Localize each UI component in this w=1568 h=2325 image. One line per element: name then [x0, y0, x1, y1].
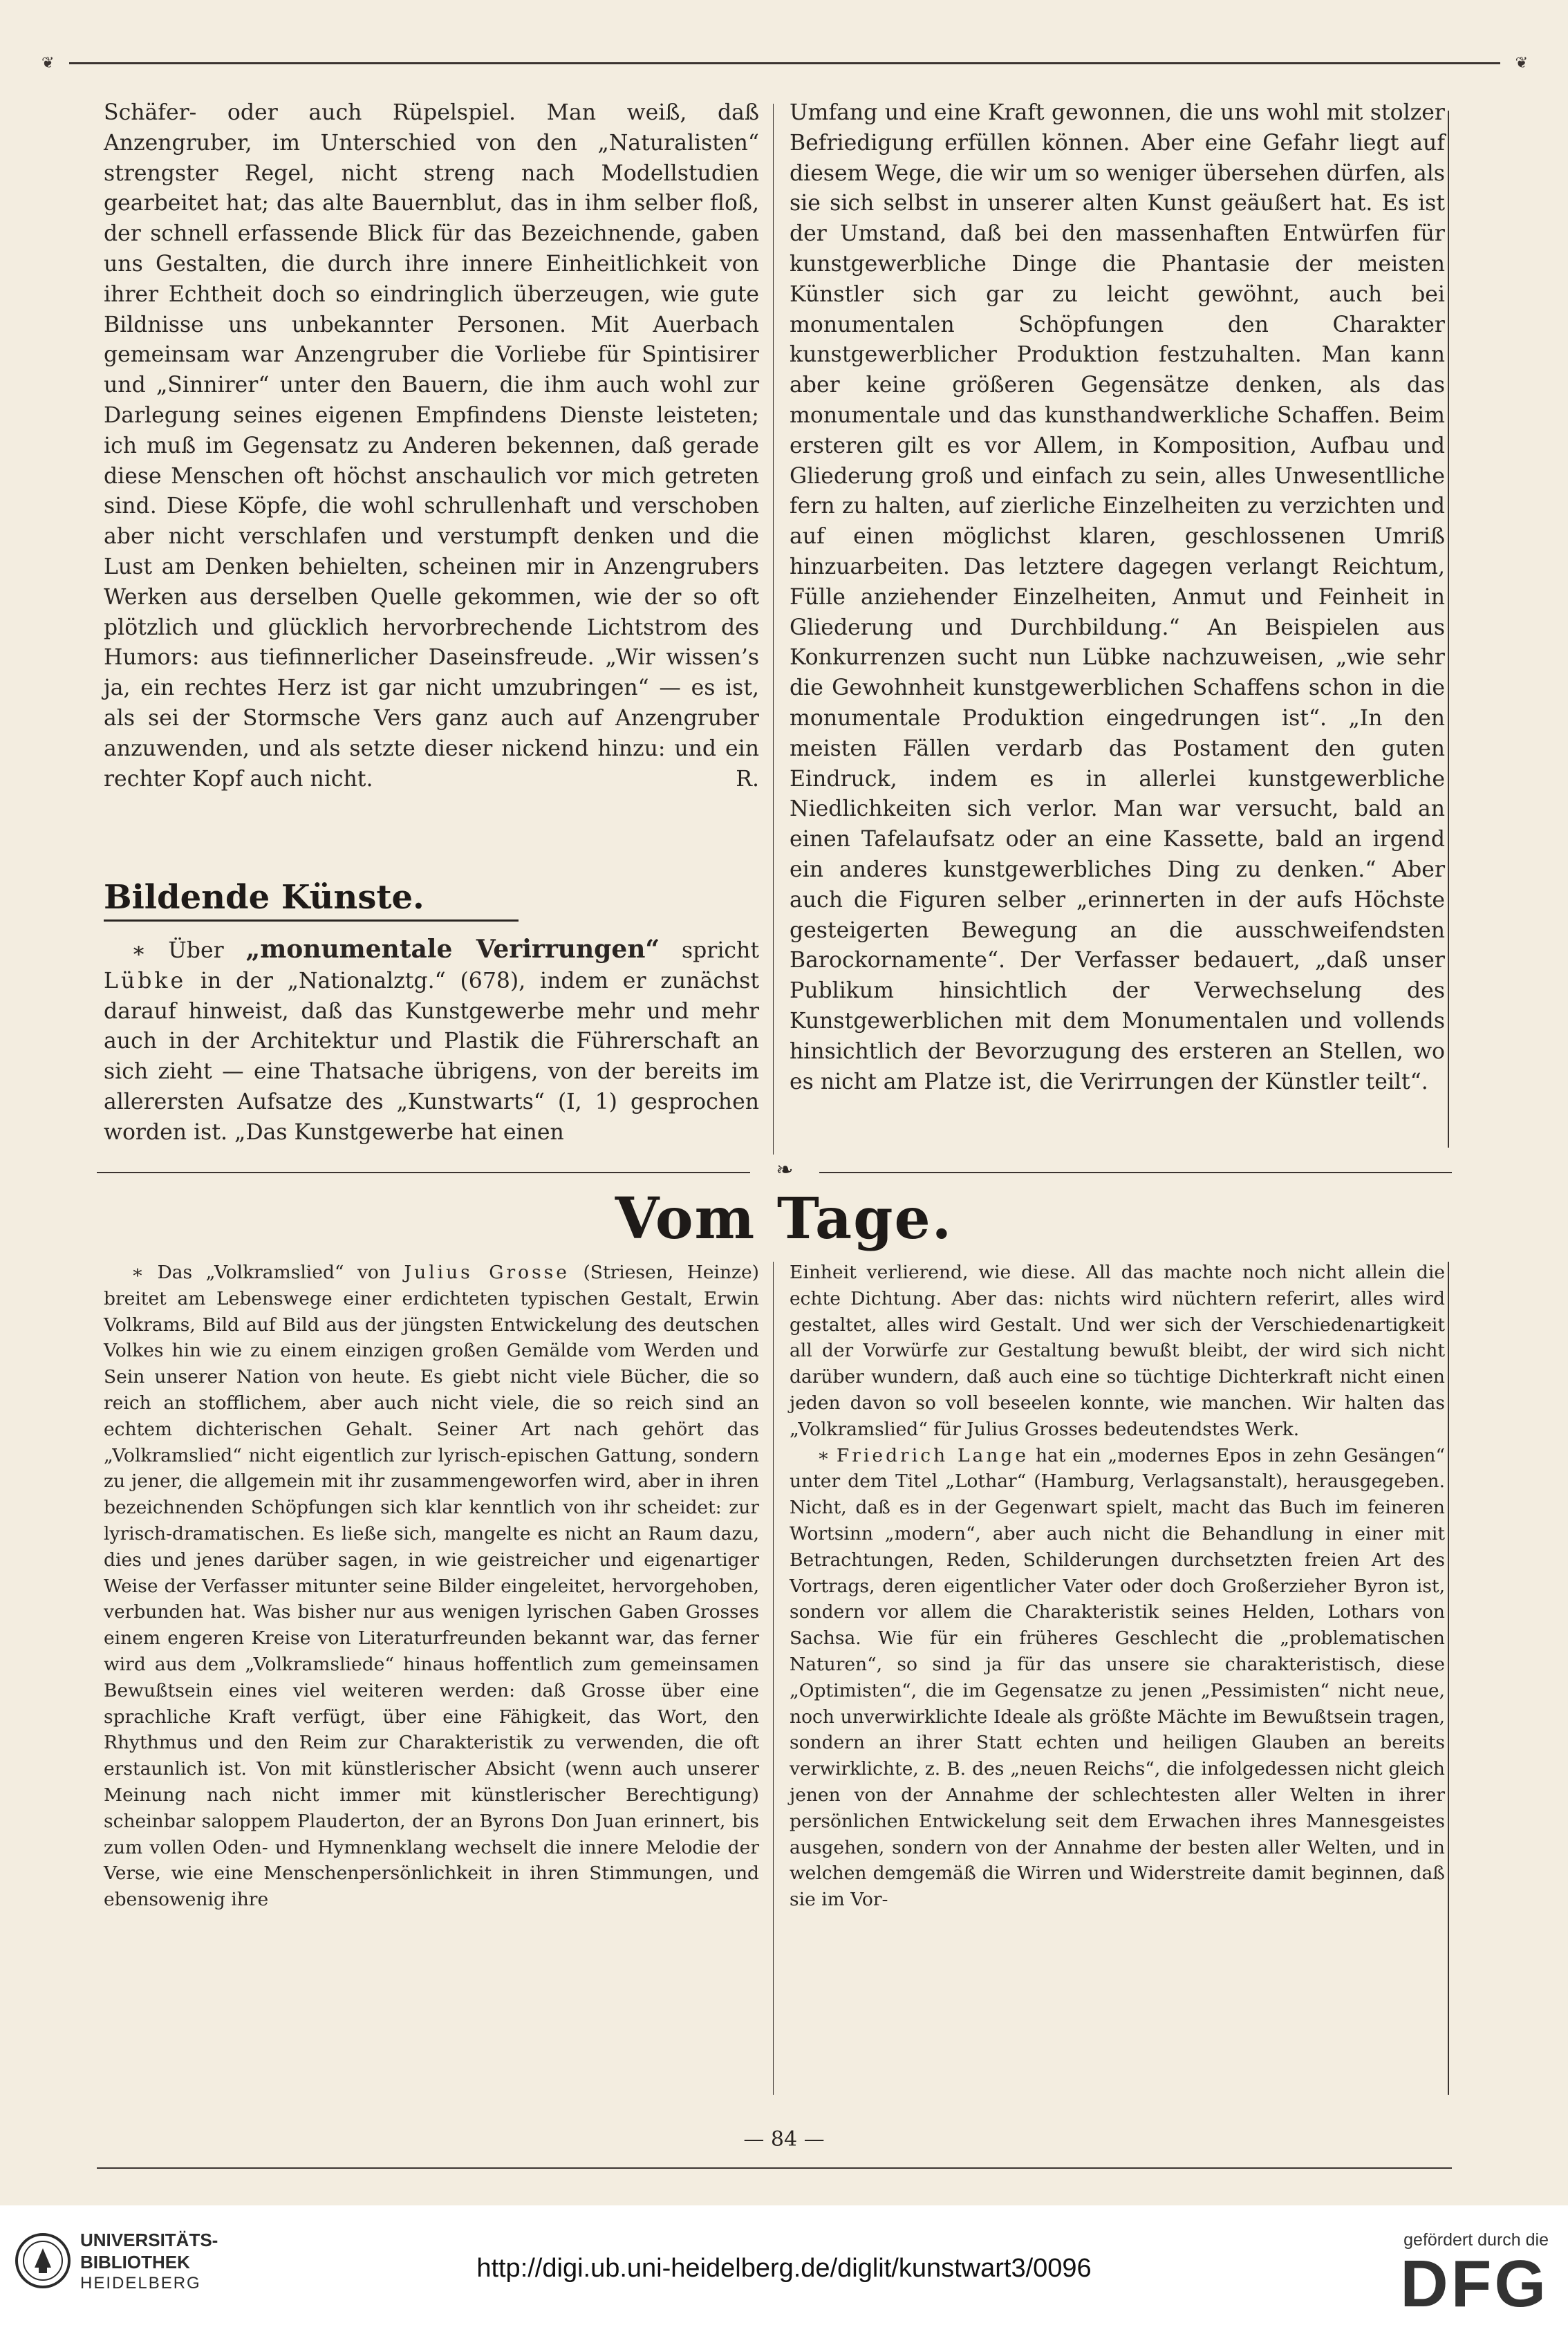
section-title: Vom Tage. — [615, 1186, 953, 1252]
bildende-kuenste-heading: Bildende Künste. — [104, 878, 519, 922]
text-segment: in der „Nationalztg.“ (678), indem er zunächst darauf hinweist, daß das Kunstgewerbe mehr und mehr auch in der Architektur und Plastik die Führerschaft an sich zieht — eine Thatsache übrigens, von der bereits im allerersten Aufsatze des „Kunstwarts“ (I, 1) gesprochen worden ist. „Das Kunstgewerbe hat einen — [104, 968, 759, 1145]
section-ornament-icon: ❧ — [750, 1158, 819, 1182]
text-segment: hat ein „modernes Epos in zehn Gesängen“ unter dem Titel „Lothar“ (Hamburg, Verlagsanstalt), herausgegeben. Nicht, daß es in der Gegenwart spielt, macht das Buch im feineren Wortsinn „modern“, aber auch nicht die Behandlung in einer mit Betrachtungen, Reden, Schilderungen durchsetzten freien Art des Vortrags, deren eigentlicher Vater oder doch Großerzieher Byron ist, sondern vor allem die Charakteristik seines Helden, Lothars von Sachsa. Wie für ein früheres Geschlecht die „problematischen Naturen“, so sind ja für das unsere sie charakteristisch, diese „Optimisten“, die im Gegensatze zu jenen „Pessimisten“ nicht neue, noch unverwirklichte Ideale als größte Mächte im Bewußtsein tragen, sondern an ihrer Statt echten und heiligen Glauben an bereits verwirklichte, z. B. des „neuen Reichs“, die infolgedessen nicht gleich jenen von der Annahme der schlechtesten aller Welten in ihrer persönlichen Entwickelung seit dem Erwachen ihres Mannesgeistes ausgehen, sondern von der Annahme der besten aller Welten, und in welchen demgemäß die Wirren und Widerstreite damit beginnen, daß sie im Vor- — [790, 1444, 1446, 1911]
lower-left-column — [104, 1260, 759, 1913]
name-friedrich-lange: Friedrich Lange — [836, 1444, 1029, 1466]
name-luebke: Lübke — [104, 968, 187, 993]
permalink-url[interactable]: http://digi.ub.uni-heidelberg.de/diglit/kunstwart3/0096 — [476, 2254, 1092, 2283]
upper-left-column — [104, 98, 759, 794]
bottom-frame-rule — [97, 2167, 1452, 2169]
top-frame-rule — [41, 55, 1528, 72]
star-marker: ∗ Über — [131, 938, 246, 963]
kunstgewerbe-paragraph: Umfang und eine Kraft gewonnen, die uns wohl mit stolzer Befriedigung erfüllen können. Aber eine Gefahr liegt auf diesem Wege, die wir um so weniger übersehen dürfen, als sie sich selbst in unserer alten Kunst geäußert hat. Es ist der Umstand, daß bei den massenhaften Entwürfen für kunstgewerbliche Dinge die Phantasie der meisten Künstler sich gar zu leicht gewöhnt, auch bei monumentalen Schöpfungen den Charakter kunstgewerblicher Produktion festzuhalten. Man kann aber keine größeren Gegensätze denken, als das monumentale und das kunsthandwerkliche Schaffen. Beim ersteren gilt es vor Allem, in Komposition, Aufbau und Gliederung groß und einfach zu sein, alles Unwesentlliche fern zu halten, auf zierliche Einzelheiten zu verzichten und auf einen möglichst klaren, geschlossenen Umriß hinzuarbeiten. Das letztere dagegen verlangt Reichtum, Fülle anziehender Einzelheiten, Anmut und Feinheit in Gliederung und Durchbildung.“ An Beispielen aus Konkurrenzen sucht nun Lübke nachzuweisen, „wie sehr die Gewohnheit kunstgewerblichen Schaffens schon in die monumentale Produktion eingedrungen ist“. „In den meisten Fällen verdarb das Postament den guten Eindruck, indem es in allerlei kunstgewerbliche Niedlichkeiten sich verlor. Man war versucht, bald an einen Tafelaufsatz oder an eine Kassette, bald an irgend ein anderes kunstgewerbliches Ding zu denken.“ Aber auch die Figuren selber „erinnerten in der aufs Höchste gesteigerten Bewegung an die ausschweifendsten Barockornamente“. Der Verfasser bedauert, „daß unser Publikum hinsichtlich der Verwechselung des Kunstgewerblichen mit dem Monumentalen und vollends hinsichtlich der Bevorzugung des ersteren an Stellen, wo es nicht am Platze ist, die Verirrungen der Künstler teilt“. — [790, 100, 1445, 1094]
text-segment: spricht — [660, 938, 759, 963]
monumentale-paragraph — [104, 935, 759, 1148]
page-number: — 84 — — [743, 2127, 825, 2151]
anzengruber-paragraph — [104, 98, 759, 794]
column-divider-upper — [773, 104, 774, 1155]
footer-bar — [0, 2205, 1568, 2325]
lower-right-column — [790, 1260, 1445, 1913]
logo-line-3: HEIDELBERG — [80, 2274, 201, 2293]
column-edge-rule-lower — [1448, 1262, 1449, 2095]
dfg-logo[interactable] — [1341, 2229, 1549, 2319]
corner-ornament-right-icon: ❦ — [1515, 55, 1528, 72]
dfg-funding-note: gefördert durch die — [1403, 2230, 1549, 2250]
volkramslied-paragraph — [104, 1260, 759, 1913]
logo-line-1: UNIVERSITÄTS- — [80, 2230, 218, 2250]
dfg-wordmark: DFG — [1400, 2247, 1549, 2321]
star-marker: ∗ — [817, 1444, 837, 1466]
logo-line-2: BIBLIOTHEK — [80, 2252, 190, 2272]
text-segment: (Striesen, Heinze) breitet am Lebenswege einer erdichteten typischen Gestalt, Erwin Volkrams, Bild auf Bild aus der jüngsten Entwickelung des deutschen Volkes hin wie zu einem einzigen großen Gemälde vom Werden und Sein unserer Nation von heute. Es giebt nicht viele Bücher, die so reich an stofflichem, aber auch nicht viele, die so reich sind an echtem dichterischen Gehalt. Seiner Art nach gehört das „Volkramslied“ nicht eigentlich zur lyrisch-epischen Gattung, sondern zu jener, die allgemein mit ihr zusammengeworfen wird, aber in ihren bezeichnenden Schöpfungen sich klar kenntlich von ihr scheidet: zur lyrisch-dramatischen. Es ließe sich, mangelte es nicht an Raum dazu, dies und jenes darüber sagen, in wie geistreicher und eigenartiger Weise der Verfasser mitunter seine Bilder eingeleitet, hervorgehoben, verbunden hat. Was bisher nur aus wenigen lyrischen Gaben Grosses einem engeren Kreise von Literaturfreunden bekannt war, das ferner wird aus dem „Volkramsliede“ hinaus hoffentlich zum gemeinsamen Bewußtsein eines viel weiteren werden: daß Grosse über eine sprachliche Kraft verfügt, über eine Fähigkeit, das Wort, den Rhythmus und den Reim zur Charakteristik zu verwenden, die oft erstaunlich ist. Von mit künstlerischer Absicht (wenn auch unserer Meinung nach nicht immer mit künstlerischer Berechtigung) scheinbar saloppem Plauderton, der an Byrons Don Juan erinnert, bis zum vollen Oden- und Hymnenklang wechselt die innere Melodie der Verse, wie eine Menschenpersönlichkeit in ihren Stimmungen, und ebensowenig ihre — [104, 1262, 760, 1911]
lothar-paragraph — [790, 1443, 1445, 1913]
name-julius-grosse: Julius Grosse — [404, 1262, 570, 1283]
monumentale-column — [104, 935, 759, 1148]
column-divider-lower — [773, 1262, 774, 2095]
monumentale-title: „monumentale Verirrungen“ — [245, 935, 660, 964]
upper-right-column — [790, 98, 1445, 1097]
column-edge-rule-upper — [1448, 111, 1449, 1148]
corner-ornament-left-icon: ❦ — [41, 55, 55, 72]
top-rule-line — [69, 62, 1500, 64]
anzengruber-text: Schäfer- oder auch Rüpelspiel. Man weiß, daß Anzengruber, im Unterschied von den „Naturalisten“ strengster Regel, nicht streng nach Modellstudien gearbeitet hat; das alte Bauernblut, das in ihm selber floß, der schnell erfassende Blick für das Bezeichnende, gaben uns Gestalten, die durch ihre innere Einheitlichkeit von ihrer Echtheit doch so eindringlich überzeugen, wie gute Bildnisse uns unbekannter Personen. Mit Auerbach gemeinsam war Anzengruber die Vorliebe für Spintisirer und „Sinnirer“ unter den Bauern, die ihm auch wohl zur Darlegung seines eigenen Empfindens Dienste leisteten; ich muß im Gegensatz zu Anderen bekennen, daß gerade diese Menschen oft höchst anschaulich vor mich getreten sind. Diese Köpfe, die wohl schrullenhaft und verschoben aber nicht verschlafen und verstumpft denken und die Lust am Denken behielten, scheinen mir in Anzengrubers Werken aus derselben Quelle gekommen, wie der so oft plötzlich und glücklich hervorbrechende Lichtstrom des Humors: aus tiefinnerlicher Daseinsfreude. „Wir wissen’s ja, ein rechtes Herz ist gar nicht umzubringen“ — es ist, als sei der Stormsche Vers ganz auch auf Anzengruber anzuwenden, und als setzte dieser nickend hinzu: und ein rechter Kopf auch nicht. — [104, 100, 759, 792]
grosse-continuation-paragraph: Einheit verlierend, wie diese. All das machte noch nicht allein die echte Dichtung. Aber das: nichts wird nüchtern referirt, alles wird gestaltet, alles wird Gestalt. Und wer sich der Verschiedenartigkeit all der Vorwürfe zur Gestaltung bewußt bleibt, der wird sich nicht darüber wundern, daß auch eine so tüchtige Dichterkraft nicht einen jeden davon so voll beseelen konnte, wie manchen. Wir halten das „Volkramslied“ für Julius Grosses bedeutendstes Werk. — [790, 1262, 1445, 1440]
author-signature: R. — [736, 766, 759, 792]
text-segment: ∗ Das „Volkramslied“ von — [131, 1262, 404, 1283]
